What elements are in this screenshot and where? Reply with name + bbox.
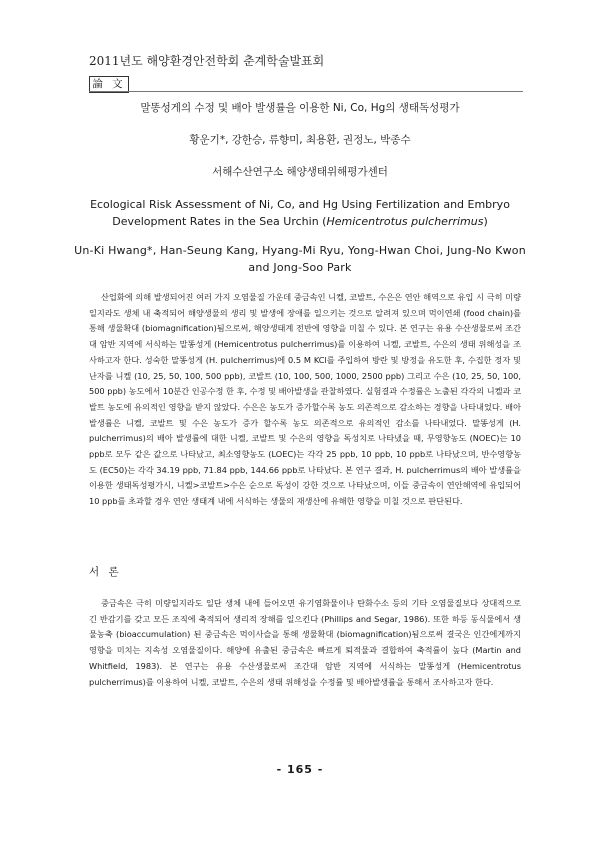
- authors-english: Un-Ki Hwang*, Han-Seung Kang, Hyang-Mi Ryu, Yong-Hwan Choi, Jung-No Kwon and Jong-Soo Park: [74, 244, 526, 274]
- abstract-text: 산업화에 의해 발생되어진 여러 가지 오염물질 가운데 중금속인 니켈, 코발트, 수은은 연안 해역으로 유입 시 극히 미량일지라도 생체 내 축적되어 해양생물의 생리 및 발생에 장애를 일으키는 것으로 알려져 있으며 먹이연쇄 (food chain)를 통해 생물확대 (biomagnification)됨으로써, 해양생태계 전반에 영향을 미칠 수 있다. 본 연구는 유용 수산생물로써 조간대 암반 지역에 서식하는 말똥성게 (Hemicentrotus pulcherrimus)를 이용하여 니켈, 코발트, 수은의 생태 위해성을 조사하고자 한다. 성숙한 말똥성게 (H. pulcherrimus)에 0.5 M KCl를 주입하여 방란 및 방정을 유도한 후, 수집한 정자 및 난자를 니켈 (10, 25, 50, 100, 500 ppb), 코발트 (10, 100, 500, 1000, 2500 ppb) 그리고 수은 (10, 25, 50, 100, 500 ppb) 농도에서 10분간 인공수정 한 후, 수정 및 배아발생을 관찰하였다. 실험결과 수정률은 노출된 각각의 니켈과 코발트 농도에 유의적인 영향을 받지 않았다. 수은은 농도가 증가할수록 농도 의존적으로 감소하는 경향을 나타내었다. 배아 발생률은 니켈, 코발트 및 수은 농도가 증가 할수록 농도 의존적으로 유의적인 감소를 나타내었다. 말똥성게 (H. pulcherrimus)의 배아 발생률에 대한 니켈, 코발트 및 수은의 영향을 독성치로 나타냈을 때, 무영향농도 (NOEC)는 10 ppb로 모두 같은 값으로 나타났고, 최소영향농도 (LOEC)는 각각 25 ppb, 10 ppb, 10 ppb로 나타났으며, 반수영향농도 (EC50)는 각각 34.19 ppb, 71.84 ppb, 144.66 ppb로 나타났다. 본 연구 결과, H. pulcherrimus의 배아 발생률을 이용한 생태독성평가시, 니켈>코발트>수은 순으로 독성이 강한 것으로 나타났으며, 이들 중금속이 연안해역에 유입되어 10 ppb를 초과할 경우 연안 생태계 내에 서식하는 생물의 재생산에 유해한 영향을 미칠 것으로 판단된다.: [89, 292, 521, 507]
- page-number: - 165 -: [276, 763, 324, 776]
- introduction-text: 중금속은 극히 미량일지라도 일단 생체 내에 들어오면 유기염화물이나 탄화수소 등의 기타 오염물질보다 상대적으로 긴 반감기를 갖고 모든 조직에 축적되어 생리적 장해를 일으킨다 (Phillips and Segar, 1986). 또한 하등 동식물에서 생물농축 (bioaccumulation) 된 중금속은 먹이사슬을 통해 생물확대 (biomagnification)됨으로써 결국은 인간에게까지 영향을 미치는 지속성 오염물질이다. 해양에 유출된 중금속은 빠르게 퇴적물과 결합하여 축적률이 높다 (Martin and Whitfield, 1983). 본 연구는 유용 수산생물로써 조간대 암반 지역에 서식하는 말똥성게 (Hemicentrotus pulcherrimus)를 이용하여 니켈, 코발트, 수은의 생태 위해성을 수정률 및 배아발생률을 통해서 조사하고자 한다.: [89, 598, 521, 687]
- title-korean: 말똥성게의 수정 및 배아 발생률을 이용한 Ni, Co, Hg의 생태독성평가: [140, 102, 460, 114]
- authors-korean: 황운기*, 강한승, 류향미, 최용환, 권정노, 박종수: [189, 134, 411, 146]
- header-divider: [89, 91, 523, 92]
- affiliation-korean: 서해수산연구소 해양생태위해평가센터: [212, 166, 388, 178]
- section-label: 論 文: [89, 76, 129, 93]
- section-heading-introduction: 서 론: [89, 566, 122, 578]
- title-english-species: Hemicentrotus pulcherrimus: [326, 215, 484, 228]
- conference-header: 2011년도 해양환경안전학회 춘계학술발표회: [89, 54, 325, 68]
- title-english-suffix: ): [483, 215, 488, 228]
- title-english: [70, 196, 530, 230]
- title-english-main: Ecological Risk Assessment of Ni, Co, and Hg Using Fertilization and Embryo Development Rates in the Sea Urchin (: [90, 198, 510, 228]
